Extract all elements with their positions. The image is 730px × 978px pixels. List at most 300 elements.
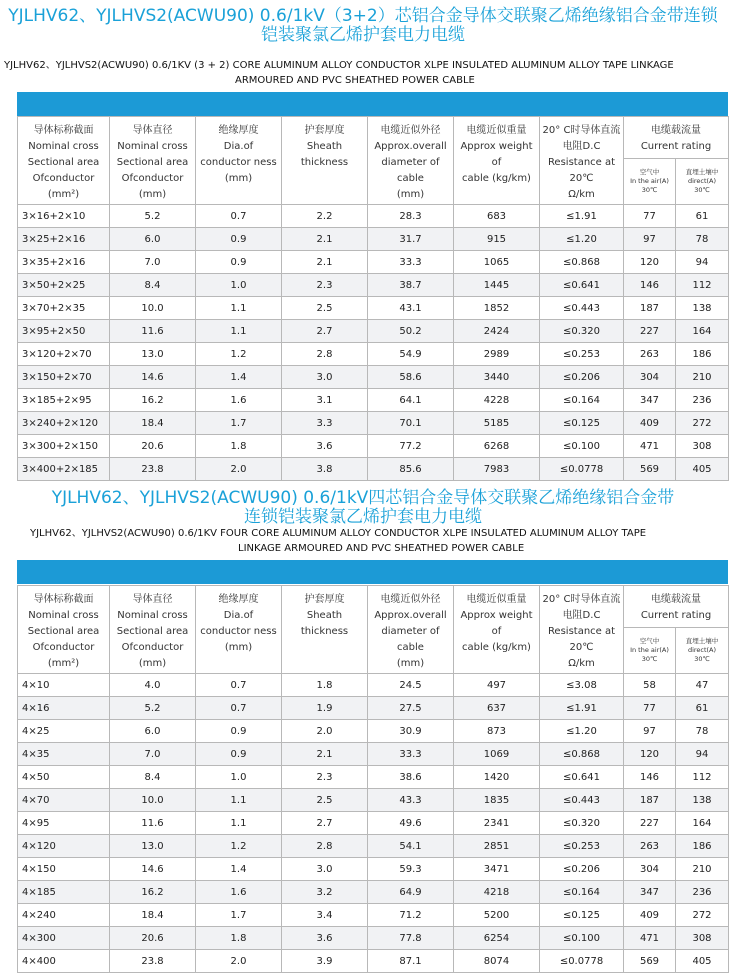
table-cell: ≤0.868 — [540, 251, 624, 274]
table-cell: 1835 — [454, 789, 540, 812]
section-2-title-cn-line1: YJLHV62、YJLHVS2(ACWU90) 0.6/1kV四芯铝合金导体交联聚乙烯绝缘铝合金带 — [51, 488, 675, 508]
header-c2-line: Nominal cross — [117, 610, 188, 621]
table-cell: 683 — [454, 205, 540, 228]
table-cell: ≤0.164 — [540, 389, 624, 412]
table-cell: ≤0.320 — [540, 320, 624, 343]
header-c8b-line: 直埋土壤中 — [685, 168, 719, 177]
table-cell: 54.1 — [368, 835, 454, 858]
header-c5-line: 电缆近似外径 — [380, 125, 441, 136]
table-cell: 61 — [676, 697, 729, 720]
table-cell: 77.8 — [368, 927, 454, 950]
table-cell: 61 — [676, 205, 729, 228]
table-cell: 210 — [676, 366, 729, 389]
table-cell: 10.0 — [110, 297, 196, 320]
table-cell: 3×300+2×150 — [18, 435, 110, 458]
table-cell: 33.3 — [368, 743, 454, 766]
table-cell: 1.7 — [196, 412, 282, 435]
table-cell: 4×120 — [18, 835, 110, 858]
table-cell: 120 — [624, 743, 676, 766]
table-cell: 94 — [676, 251, 729, 274]
table-cell: 186 — [676, 343, 729, 366]
table-cell: 43.3 — [368, 789, 454, 812]
table-cell: 58 — [624, 674, 676, 697]
table-cell: 77 — [624, 205, 676, 228]
table-cell: 11.6 — [110, 320, 196, 343]
table-cell: 347 — [624, 881, 676, 904]
table-cell: 38.7 — [368, 274, 454, 297]
table-cell: 2.2 — [282, 205, 368, 228]
table-cell: 263 — [624, 343, 676, 366]
table-cell: 3.1 — [282, 389, 368, 412]
table-cell: 8.4 — [110, 766, 196, 789]
header-c8b-line: 30℃ — [694, 186, 710, 195]
table-cell: 20.6 — [110, 435, 196, 458]
section-1-table-body — [18, 205, 729, 481]
table-cell: 43.1 — [368, 297, 454, 320]
table-cell: 3.0 — [282, 366, 368, 389]
header-c7-line: 20℃ — [569, 173, 594, 184]
table-cell: 3440 — [454, 366, 540, 389]
table-cell: 3.6 — [282, 435, 368, 458]
table-cell: 1.1 — [196, 320, 282, 343]
table-cell: 3.9 — [282, 950, 368, 973]
section-1-table — [17, 116, 729, 481]
table-cell: 6254 — [454, 927, 540, 950]
table-cell: 236 — [676, 389, 729, 412]
table-cell: 23.8 — [110, 950, 196, 973]
table-row — [18, 205, 729, 228]
table-cell: ≤0.253 — [540, 835, 624, 858]
table-cell: 16.2 — [110, 389, 196, 412]
table-cell: 4×25 — [18, 720, 110, 743]
table-row — [18, 412, 729, 435]
header-c8 — [624, 586, 729, 628]
header-c2-line: 导体直径 — [132, 594, 173, 605]
table-cell: 308 — [676, 927, 729, 950]
table-cell: 2.0 — [196, 458, 282, 481]
table-cell: 0.7 — [196, 674, 282, 697]
table-cell: 1.9 — [282, 697, 368, 720]
section-1-title-cn: YJLHV62、YJLHVS2(ACWU90) 0.6/1kV（3+2）芯铝合金导体交联聚乙烯绝缘铝合金带连锁铠装聚氯乙烯护套电力电缆 — [8, 6, 718, 45]
table-cell: 3×185+2×95 — [18, 389, 110, 412]
table-cell: 5.2 — [110, 697, 196, 720]
table-cell: 3×35+2×16 — [18, 251, 110, 274]
header-c2 — [110, 117, 196, 205]
table-cell: 70.1 — [368, 412, 454, 435]
table-row — [18, 674, 729, 697]
table-cell: 304 — [624, 858, 676, 881]
table-cell: 59.3 — [368, 858, 454, 881]
table-cell: 5200 — [454, 904, 540, 927]
table-cell: 1.4 — [196, 858, 282, 881]
table-cell: 187 — [624, 297, 676, 320]
table-row — [18, 274, 729, 297]
table-cell: 3×25+2×16 — [18, 228, 110, 251]
table-cell: 78 — [676, 720, 729, 743]
header-c5 — [368, 586, 454, 674]
table-cell: 4×300 — [18, 927, 110, 950]
table-cell: 7983 — [454, 458, 540, 481]
table-cell: 497 — [454, 674, 540, 697]
table-cell: 1.8 — [282, 674, 368, 697]
header-c2-line: (mm) — [138, 189, 167, 200]
table-cell: 3×400+2×185 — [18, 458, 110, 481]
table-cell: 2.0 — [282, 720, 368, 743]
table-cell: 38.6 — [368, 766, 454, 789]
table-cell: 4228 — [454, 389, 540, 412]
table-cell: 227 — [624, 320, 676, 343]
header-c3-line: (mm) — [224, 642, 253, 653]
table-cell: 16.2 — [110, 881, 196, 904]
header-c3-line: conductor ness — [200, 626, 277, 637]
header-c1-line: (mm²) — [47, 658, 80, 669]
table-cell: 5185 — [454, 412, 540, 435]
table-cell: 120 — [624, 251, 676, 274]
table-row — [18, 789, 729, 812]
section-2-table-head — [18, 586, 729, 674]
table-cell: 20.6 — [110, 927, 196, 950]
table-cell: 14.6 — [110, 366, 196, 389]
header-c4-line: Sheath — [306, 141, 343, 152]
table-cell: 146 — [624, 274, 676, 297]
section-1-header-bar — [17, 92, 728, 116]
header-c8-line: 电缆载流量 — [651, 594, 701, 605]
header-c4-line: thickness — [300, 626, 349, 637]
table-cell: 14.6 — [110, 858, 196, 881]
header-c6-line: 电缆近似重量 — [466, 594, 527, 605]
table-row — [18, 343, 729, 366]
table-row — [18, 812, 729, 835]
table-row — [18, 835, 729, 858]
table-row — [18, 904, 729, 927]
table-row — [18, 320, 729, 343]
table-cell: ≤0.100 — [540, 435, 624, 458]
table-row — [18, 743, 729, 766]
table-cell: 2.5 — [282, 789, 368, 812]
table-cell: 85.6 — [368, 458, 454, 481]
table-cell: 0.7 — [196, 697, 282, 720]
header-c5-line: 电缆近似外径 — [380, 594, 441, 605]
header-c3 — [196, 586, 282, 674]
table-cell: 4×16 — [18, 697, 110, 720]
table-row — [18, 297, 729, 320]
header-c8b-line: 30℃ — [694, 655, 710, 664]
table-cell: 2.1 — [282, 743, 368, 766]
header-c7-line: Resistance at — [547, 626, 616, 637]
table-cell: 3×50+2×25 — [18, 274, 110, 297]
header-c6 — [454, 117, 540, 205]
table-cell: 2.3 — [282, 274, 368, 297]
header-c5-line: diameter of cable — [381, 626, 440, 653]
table-cell: 1.6 — [196, 881, 282, 904]
table-row — [18, 766, 729, 789]
table-cell: 347 — [624, 389, 676, 412]
table-row — [18, 881, 729, 904]
header-c2-line: (mm) — [138, 658, 167, 669]
table-row — [18, 927, 729, 950]
table-cell: 272 — [676, 904, 729, 927]
table-cell: 50.2 — [368, 320, 454, 343]
table-cell: 471 — [624, 435, 676, 458]
header-c8-line: Current rating — [640, 141, 712, 152]
table-cell: 187 — [624, 789, 676, 812]
table-cell: ≤0.641 — [540, 766, 624, 789]
table-cell: 2.8 — [282, 343, 368, 366]
table-cell: 138 — [676, 297, 729, 320]
section-2-header-bar — [17, 560, 728, 584]
table-cell: 164 — [676, 320, 729, 343]
table-cell: 146 — [624, 766, 676, 789]
header-c5-line: Approx.overall — [374, 141, 447, 152]
table-cell: 4×400 — [18, 950, 110, 973]
table-cell: 49.6 — [368, 812, 454, 835]
table-cell: 112 — [676, 274, 729, 297]
table-cell: 569 — [624, 950, 676, 973]
table-cell: 2.8 — [282, 835, 368, 858]
table-cell: 18.4 — [110, 412, 196, 435]
header-c5-line: (mm) — [396, 189, 425, 200]
table-cell: 13.0 — [110, 835, 196, 858]
header-c6-line: 电缆近似重量 — [466, 125, 527, 136]
table-cell: 10.0 — [110, 789, 196, 812]
header-c8a-line: 30℃ — [641, 655, 658, 664]
table-cell: ≤0.206 — [540, 366, 624, 389]
table-cell: 227 — [624, 812, 676, 835]
header-c8a-line: In the air(A) — [630, 646, 669, 655]
table-cell: 138 — [676, 789, 729, 812]
header-c1-line: Nominal cross — [28, 141, 99, 152]
table-cell: 18.4 — [110, 904, 196, 927]
section-1-table-head — [18, 117, 729, 205]
table-cell: ≤0.164 — [540, 881, 624, 904]
header-c7-line: Ω/km — [568, 189, 595, 200]
header-c6-line: Approx weight of — [460, 610, 533, 637]
section-2-title-en-line1: YJLHV62、YJLHVS2(ACWU90) 0.6/1KV FOUR CORE ALUMINUM ALLOY CONDUCTOR XLPE INSULATED ALUMINUM ALLOY TAPE — [30, 528, 647, 539]
table-row — [18, 458, 729, 481]
header-c3-line: Dia.of — [223, 141, 254, 152]
table-cell: 2341 — [454, 812, 540, 835]
section-1-title-en-line2: ARMOURED AND PVC SHEATHED POWER CABLE — [235, 75, 475, 86]
header-c8b-line: direct(A) — [687, 646, 717, 655]
table-cell: 1.0 — [196, 766, 282, 789]
table-cell: 1.6 — [196, 389, 282, 412]
header-c1-line: Nominal cross — [28, 610, 99, 621]
table-cell: 6.0 — [110, 228, 196, 251]
table-cell: 186 — [676, 835, 729, 858]
table-cell: 405 — [676, 458, 729, 481]
table-cell: 3.3 — [282, 412, 368, 435]
table-cell: 263 — [624, 835, 676, 858]
table-cell: 3×95+2×50 — [18, 320, 110, 343]
table-cell: 54.9 — [368, 343, 454, 366]
header-c2-line: Sectional area — [116, 157, 189, 168]
table-row — [18, 435, 729, 458]
header-c1 — [18, 117, 110, 205]
table-cell: 1.1 — [196, 297, 282, 320]
table-cell: 405 — [676, 950, 729, 973]
table-cell: ≤0.641 — [540, 274, 624, 297]
table-cell: ≤0.868 — [540, 743, 624, 766]
header-c4-line: 护套厚度 — [304, 125, 345, 136]
table-cell: 0.7 — [196, 205, 282, 228]
header-c7-line: 20° C时导体直流 — [542, 125, 621, 136]
header-c8a-line: 空气中 — [639, 168, 660, 177]
header-c3-line: 绝缘厚度 — [218, 594, 259, 605]
table-cell: 1.2 — [196, 343, 282, 366]
table-cell: ≤0.253 — [540, 343, 624, 366]
table-cell: 5.2 — [110, 205, 196, 228]
header-c3-line: conductor ness — [200, 157, 277, 168]
header-c8b-line: direct(A) — [687, 177, 717, 186]
table-cell: 164 — [676, 812, 729, 835]
header-c1-line: Ofconductor — [32, 642, 95, 653]
table-cell: 0.9 — [196, 720, 282, 743]
table-cell: 2851 — [454, 835, 540, 858]
header-c8b — [676, 158, 729, 204]
table-cell: ≤1.91 — [540, 205, 624, 228]
header-c8b-line: 直埋土壤中 — [685, 637, 719, 646]
header-c7-line: 电阻D.C — [562, 141, 601, 152]
header-c4-line: 护套厚度 — [304, 594, 345, 605]
section-2-title-cn-line2: 连锁铠装聚氯乙烯护套电力电缆 — [244, 507, 482, 527]
header-c8-line: 电缆载流量 — [651, 125, 701, 136]
header-c1-line: 导体标称截面 — [33, 125, 94, 136]
table-cell: ≤0.443 — [540, 297, 624, 320]
table-cell: 4×50 — [18, 766, 110, 789]
table-cell: 7.0 — [110, 251, 196, 274]
header-c4-line: thickness — [300, 157, 349, 168]
table-cell: 27.5 — [368, 697, 454, 720]
table-cell: ≤1.20 — [540, 228, 624, 251]
header-c1-line: 导体标称截面 — [33, 594, 94, 605]
table-cell: 4×150 — [18, 858, 110, 881]
table-cell: 97 — [624, 228, 676, 251]
table-cell: ≤0.100 — [540, 927, 624, 950]
header-c7 — [540, 586, 624, 674]
header-c7-line: Resistance at — [547, 157, 616, 168]
table-cell: 1.1 — [196, 812, 282, 835]
table-cell: 2.7 — [282, 320, 368, 343]
table-cell: 3.0 — [282, 858, 368, 881]
header-c3-line: 绝缘厚度 — [218, 125, 259, 136]
table-cell: 6.0 — [110, 720, 196, 743]
header-c2-line: Sectional area — [116, 626, 189, 637]
section-2-table-body — [18, 674, 729, 973]
table-cell: ≤1.20 — [540, 720, 624, 743]
table-cell: 94 — [676, 743, 729, 766]
table-cell: 1420 — [454, 766, 540, 789]
table-cell: 1.0 — [196, 274, 282, 297]
header-c5-line: Approx.overall — [374, 610, 447, 621]
table-cell: 0.9 — [196, 743, 282, 766]
header-c8a-line: In the air(A) — [630, 177, 669, 186]
header-c2-line: Ofconductor — [121, 642, 184, 653]
table-cell: 97 — [624, 720, 676, 743]
header-c5-line: (mm) — [396, 658, 425, 669]
table-cell: 3.6 — [282, 927, 368, 950]
header-c6-line: Approx weight of — [460, 141, 533, 168]
table-cell: 308 — [676, 435, 729, 458]
table-cell: 1069 — [454, 743, 540, 766]
header-c4 — [282, 586, 368, 674]
header-c2-line: 导体直径 — [132, 125, 173, 136]
table-cell: 2.7 — [282, 812, 368, 835]
header-c2-line: Nominal cross — [117, 141, 188, 152]
table-cell: 3×240+2×120 — [18, 412, 110, 435]
table-cell: 569 — [624, 458, 676, 481]
header-c1-line: (mm²) — [47, 189, 80, 200]
table-cell: 0.9 — [196, 251, 282, 274]
header-c1-line: Sectional area — [27, 626, 100, 637]
header-c3 — [196, 117, 282, 205]
table-cell: 112 — [676, 766, 729, 789]
header-c5-line: diameter of cable — [381, 157, 440, 184]
header-c7 — [540, 117, 624, 205]
header-c1-line: Ofconductor — [32, 173, 95, 184]
header-c7-line: 20℃ — [569, 642, 594, 653]
table-row — [18, 228, 729, 251]
header-c8a-line: 空气中 — [639, 637, 660, 646]
header-c8b — [676, 627, 729, 673]
table-cell: 3.4 — [282, 904, 368, 927]
section-2-title-en-line2: LINKAGE ARMOURED AND PVC SHEATHED POWER CABLE — [238, 543, 525, 554]
table-cell: 33.3 — [368, 251, 454, 274]
table-cell: 3×16+2×10 — [18, 205, 110, 228]
table-cell: 13.0 — [110, 343, 196, 366]
table-cell: 4×35 — [18, 743, 110, 766]
table-cell: 31.7 — [368, 228, 454, 251]
table-cell: 11.6 — [110, 812, 196, 835]
table-cell: 915 — [454, 228, 540, 251]
table-cell: 4×95 — [18, 812, 110, 835]
header-c8a — [624, 158, 676, 204]
table-cell: 3×70+2×35 — [18, 297, 110, 320]
header-c7-line: 20° C时导体直流 — [542, 594, 621, 605]
table-cell: 1445 — [454, 274, 540, 297]
table-cell: 2.0 — [196, 950, 282, 973]
table-cell: 3.8 — [282, 458, 368, 481]
table-cell: 2989 — [454, 343, 540, 366]
header-c8 — [624, 117, 729, 159]
table-cell: 47 — [676, 674, 729, 697]
table-cell: 409 — [624, 412, 676, 435]
header-c2-line: Ofconductor — [121, 173, 184, 184]
table-cell: ≤1.91 — [540, 697, 624, 720]
table-cell: 4×240 — [18, 904, 110, 927]
table-cell: 1.7 — [196, 904, 282, 927]
table-cell: 71.2 — [368, 904, 454, 927]
table-cell: 87.1 — [368, 950, 454, 973]
table-cell: ≤0.0778 — [540, 458, 624, 481]
table-cell: 3471 — [454, 858, 540, 881]
header-c7-line: Ω/km — [568, 658, 595, 669]
table-row — [18, 389, 729, 412]
header-c4-line: Sheath — [306, 610, 343, 621]
section-2-table — [17, 585, 729, 973]
table-cell: 77 — [624, 697, 676, 720]
table-cell: 2.5 — [282, 297, 368, 320]
table-cell: 7.0 — [110, 743, 196, 766]
table-cell: 4218 — [454, 881, 540, 904]
table-cell: ≤0.125 — [540, 412, 624, 435]
table-cell: 4×70 — [18, 789, 110, 812]
header-c8-line: Current rating — [640, 610, 712, 621]
table-cell: 28.3 — [368, 205, 454, 228]
table-cell: 210 — [676, 858, 729, 881]
header-c3-line: Dia.of — [223, 610, 254, 621]
table-cell: 1.4 — [196, 366, 282, 389]
table-cell: 2.1 — [282, 251, 368, 274]
